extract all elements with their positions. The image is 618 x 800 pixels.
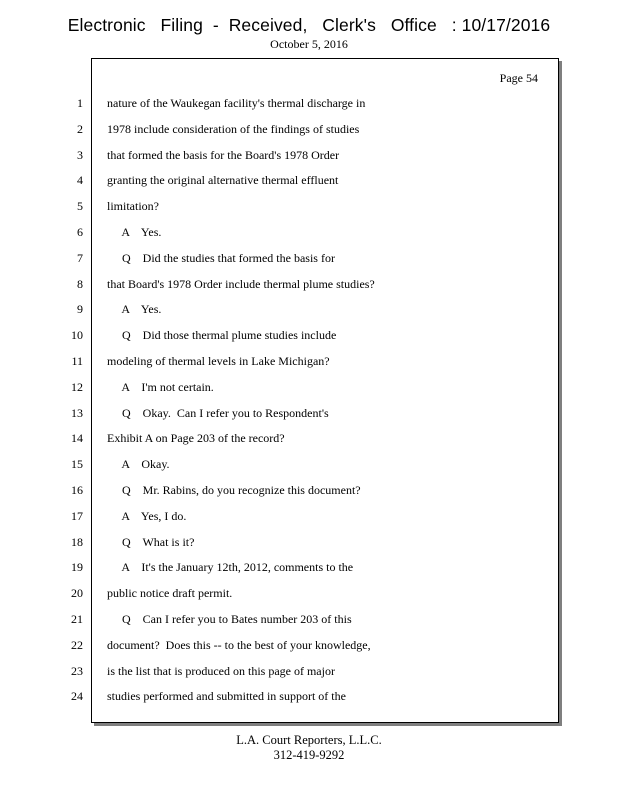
line-number: 19	[71, 560, 83, 574]
line-text: Q Okay. Can I refer you to Respondent's	[107, 406, 329, 420]
reporter-phone: 312-419-9292	[273, 748, 345, 762]
line-number: 2	[77, 122, 83, 136]
line-number: 18	[71, 535, 83, 549]
line-number: 10	[71, 328, 83, 342]
reporter-company: L.A. Court Reporters, L.L.C.	[236, 733, 382, 747]
line-number: 8	[77, 277, 83, 291]
page-number: Page 54	[499, 71, 538, 85]
line-number: 1	[77, 96, 83, 110]
line-text: public notice draft permit.	[107, 586, 233, 600]
line-number: 3	[77, 148, 83, 162]
deposition-date: October 5, 2016	[270, 37, 348, 51]
line-number: 4	[77, 173, 83, 187]
line-number: 24	[71, 689, 83, 703]
line-text: is the list that is produced on this page of major	[107, 664, 335, 678]
line-text: Exhibit A on Page 203 of the record?	[107, 431, 285, 445]
line-text: Q Did the studies that formed the basis for	[107, 251, 335, 265]
line-text: granting the original alternative thermal effluent	[107, 173, 339, 187]
line-number: 11	[71, 354, 83, 368]
line-number: 5	[77, 199, 83, 213]
line-number: 16	[71, 483, 83, 497]
line-text: A Okay.	[107, 457, 170, 471]
line-text: A Yes.	[107, 225, 162, 239]
line-text: A It's the January 12th, 2012, comments to the	[107, 560, 354, 574]
line-number: 12	[71, 380, 83, 394]
line-text: limitation?	[107, 199, 159, 213]
line-number: 6	[77, 225, 83, 239]
line-text: Q What is it?	[107, 535, 195, 549]
line-number: 7	[77, 251, 83, 265]
line-number: 15	[71, 457, 83, 471]
line-text: Q Mr. Rabins, do you recognize this document?	[107, 483, 361, 497]
line-text: A I'm not certain.	[107, 380, 214, 394]
line-text: that Board's 1978 Order include thermal plume studies?	[107, 277, 375, 291]
line-text: that formed the basis for the Board's 1978 Order	[107, 148, 340, 162]
line-text: Q Can I refer you to Bates number 203 of this	[107, 612, 352, 626]
line-text: studies performed and submitted in support of the	[107, 689, 346, 703]
line-text: A Yes.	[107, 302, 162, 316]
line-number: 9	[77, 302, 83, 316]
line-number: 23	[71, 664, 83, 678]
filing-stamp: Electronic Filing - Received, Clerk's Office : 10/17/2016	[67, 15, 551, 35]
line-text: modeling of thermal levels in Lake Michigan?	[107, 354, 330, 368]
line-text: A Yes, I do.	[107, 509, 187, 523]
line-text: 1978 include consideration of the findings of studies	[107, 122, 360, 136]
line-text: Q Did those thermal plume studies include	[107, 328, 337, 342]
line-text: nature of the Waukegan facility's thermal discharge in	[107, 96, 366, 110]
line-number: 21	[71, 612, 83, 626]
line-text: document? Does this -- to the best of your knowledge,	[107, 638, 371, 652]
line-number: 13	[71, 406, 83, 420]
line-number: 17	[71, 509, 83, 523]
line-number: 22	[71, 638, 83, 652]
line-number: 20	[71, 586, 83, 600]
line-number: 14	[71, 431, 83, 445]
